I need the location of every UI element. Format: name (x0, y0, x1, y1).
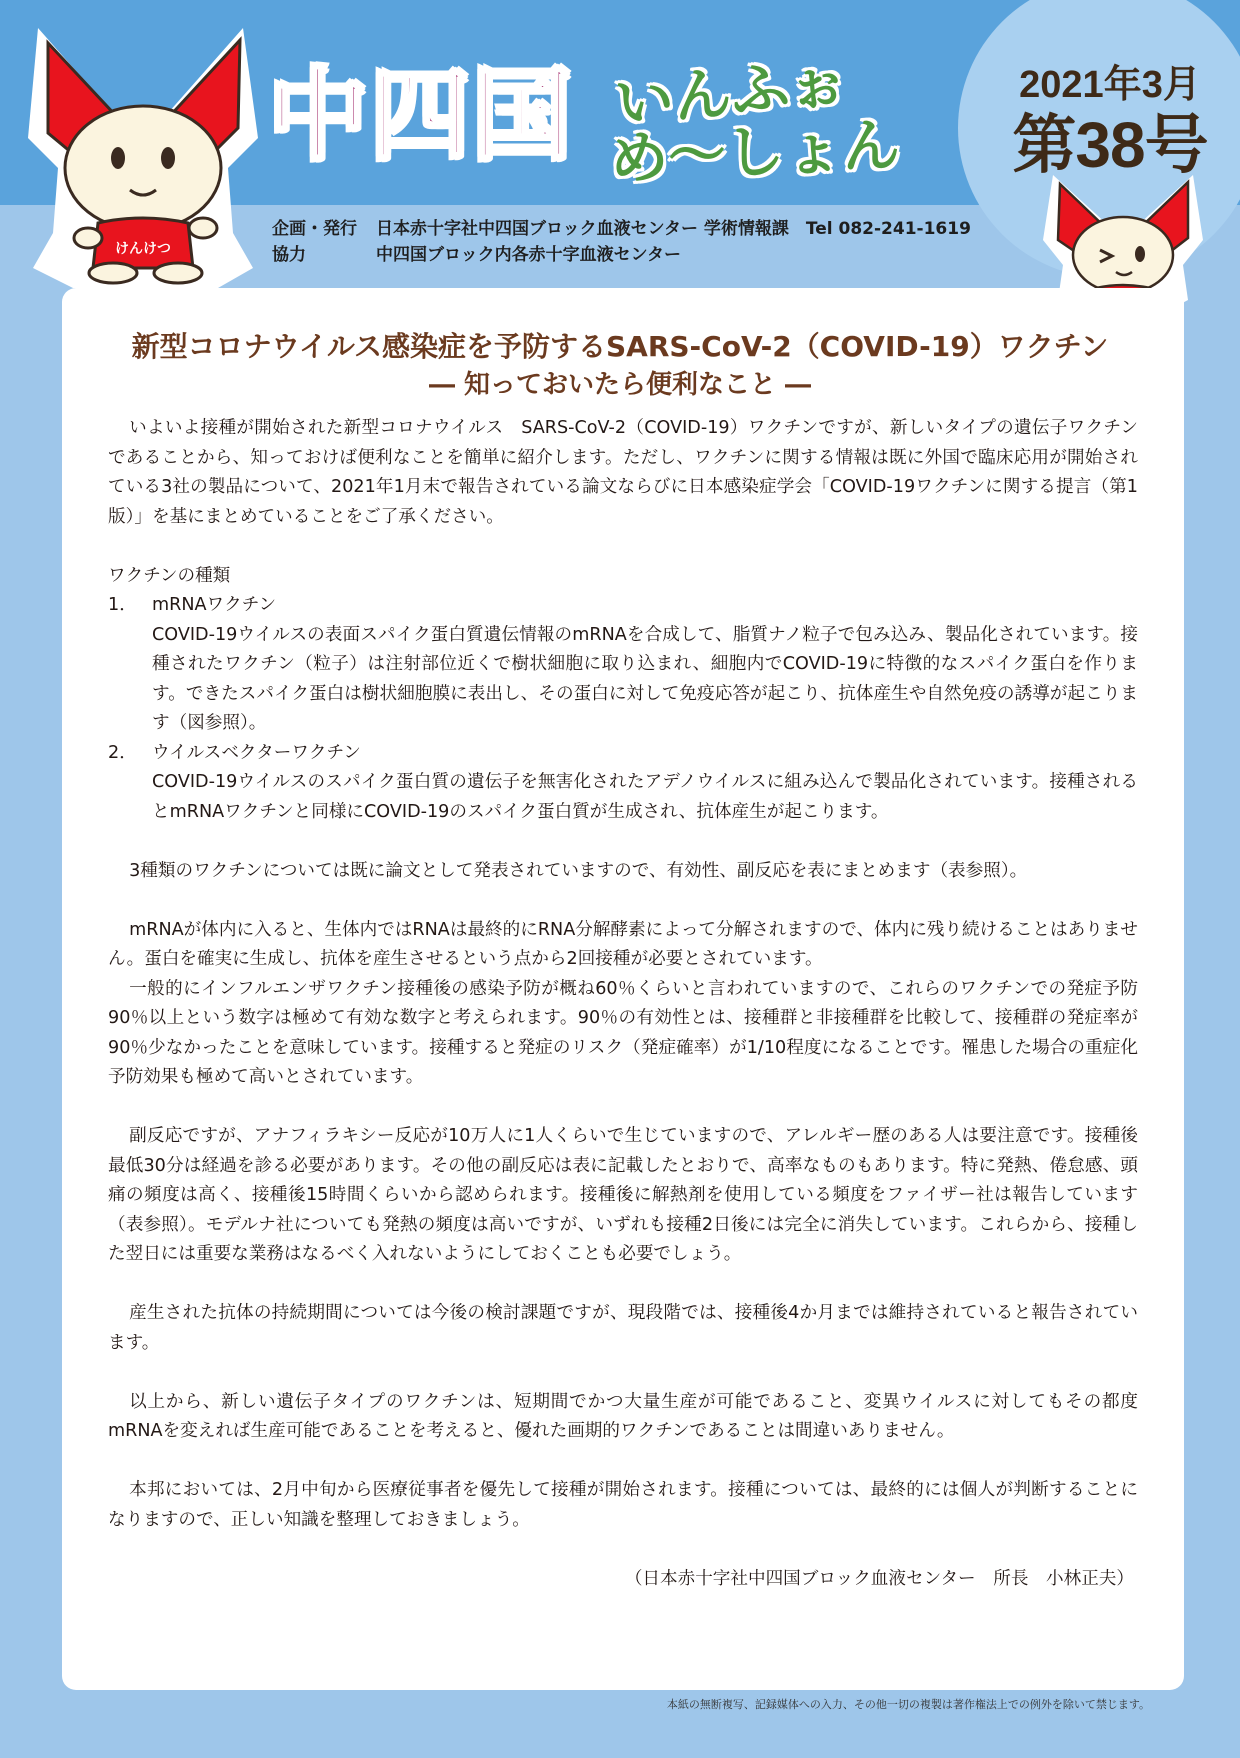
list-number: 1． (108, 595, 137, 615)
issue-date: 2021年3月 (1019, 64, 1201, 106)
credits-block (272, 216, 971, 268)
efficacy-paragraph: 一般的にインフルエンザワクチン接種後の感染予防が概ね60％くらいと言われていますので、これらのワクチンでの発症予防90％以上という数字は極めて有効な数字と考えられます。90％の有効性とは、接種群と非接種群を比較して、接種群の発症率が90％少なかったことを意味しています。接種すると発症のリスク（発症確率）が1/10程度になることです。罹患した場合の重症化予防効果も極めて高いとされています。 (108, 978, 1138, 1087)
logo-kana-line1: いんふぉ (612, 46, 850, 138)
credit-row-publisher (272, 216, 971, 242)
logo-kana-line2: め〜しょん (608, 110, 902, 194)
copyright-notice: 本紙の無断複写、記録媒体への入力、その他一切の複製は著作権法上での例外を除いて禁じます。 (666, 1698, 1150, 1711)
side-effects-paragraph: 副反応ですが、アナフィラキシー反応が10万人に1人くらいで生じていますので、アレルギー歴のある人は要注意です。接種後最低30分は経過を診る必要があります。その他の副反応は表に記載したとおりで、高率なものもあります。特に発熱、倦怠感、頭痛の頻度は高く、接種後15時間くらいから認められます。接種後に解熱剤を使用している頻度をファイザー社は報告しています（表参照）。モデルナ社についても発熱の頻度は高いですが、いずれも接種2日後には完全に消失しています。これらから、接種した翌日には重要な業務はなるべく入れないようにしておくことも必要でしょう。 (108, 1126, 1138, 1264)
mrna-paragraph: mRNAが体内に入ると、生体内ではRNAは最終的にRNA分解酵素によって分解されますので、体内に残り続けることはありません。蛋白を確実に生成し、抗体を産生させるという点から2回接種が必要とされています。 (108, 919, 1138, 969)
list-item (108, 591, 1138, 621)
list-number: 2． (108, 742, 137, 763)
credit-value: 日本赤十字社中四国ブロック血液センター 学術情報課 Tel 082-241-1619 (376, 219, 971, 239)
list-title: ウイルスベクターワクチン (152, 742, 361, 763)
credit-row-cooperation (272, 242, 971, 268)
author-signature: （日本赤十字社中四国ブロック血液センター 所長 小林正夫） (624, 1568, 1134, 1589)
article-title: 新型コロナウイルス感染症を予防するSARS-CoV-2（COVID-19）ワクチン (131, 330, 1109, 363)
intro-paragraph: いよいよ接種が開始された新型コロナウイルス SARS-CoV-2（COVID-19）ワクチンですが、新しいタイプの遺伝子ワクチンであることから、知っておけば便利なことを簡単に紹介します。ただし、ワクチンに関する情報は既に外国で臨床応用が開始されている3社の製品について、2021年1月末で報告されている論文ならびに日本感染症学会「COVID-19ワクチンに関する提言（第1版）」を基にまとめていることをご了承ください。 (108, 418, 1138, 527)
credit-label: 企画・発行 (272, 219, 357, 239)
article-subtitle: ― 知っておいたら便利なこと ― (428, 370, 812, 400)
logo-kanji: 中四国 (268, 57, 574, 174)
issue-number: 第38号 (1012, 109, 1208, 181)
duration-paragraph: 産生された抗体の持続期間については今後の検討課題ですが、現段階では、接種後4か月までは維持されていると報告されています。 (108, 1303, 1138, 1353)
list-body: COVID-19ウイルスのスパイク蛋白質の遺伝子を無害化されたアデノウイルスに組み込んで製品化されています。接種されるとmRNAワクチンと同様にCOVID-19のスパイク蛋白質が生成され、抗体産生が起こります。 (152, 772, 1138, 822)
vaccine-types-heading: ワクチンの種類 (108, 565, 231, 586)
conclusion-paragraph: 以上から、新しい遺伝子タイプのワクチンは、短期間でかつ大量生産が可能であること、変異ウイルスに対してもその都度mRNAを変えれば生産可能であることを考えると、優れた画期的ワクチンであることは間違いありません。 (108, 1391, 1138, 1441)
mascot-shirt-text: けんけつ (115, 241, 171, 257)
kenketsu-mascot-illustration (18, 18, 268, 298)
japan-paragraph: 本邦においては、2月中旬から医療従事者を優先して接種が開始されます。接種については、最終的には個人が判断することになりますので、正しい知識を整理しておきましょう。 (108, 1480, 1138, 1530)
list-body: COVID-19ウイルスの表面スパイク蛋白質遺伝情報のmRNAを合成して、脂質ナノ粒子で包み込み、製品化されています。接種されたワクチン（粒子）は注射部位近くで樹状細胞に取り込まれ、細胞内でCOVID-19に特徴的なスパイク蛋白を作ります。できたスパイク蛋白は樹状細胞膜に表出し、その蛋白に対して免疫応答が起こり、抗体産生や自然免疫の誘導が起こります（図参照）。 (152, 624, 1138, 733)
credit-value: 中四国ブロック内各赤十字血液センター (376, 245, 681, 265)
table-paragraph: 3種類のワクチンについては既に論文として発表されていますので、有効性、副反応を表にまとめます（表参照）。 (129, 860, 1028, 881)
list-title: mRNAワクチン (152, 595, 277, 615)
list-item (108, 739, 1138, 769)
credit-label: 協力 (272, 245, 306, 265)
article-body (108, 414, 1138, 1594)
